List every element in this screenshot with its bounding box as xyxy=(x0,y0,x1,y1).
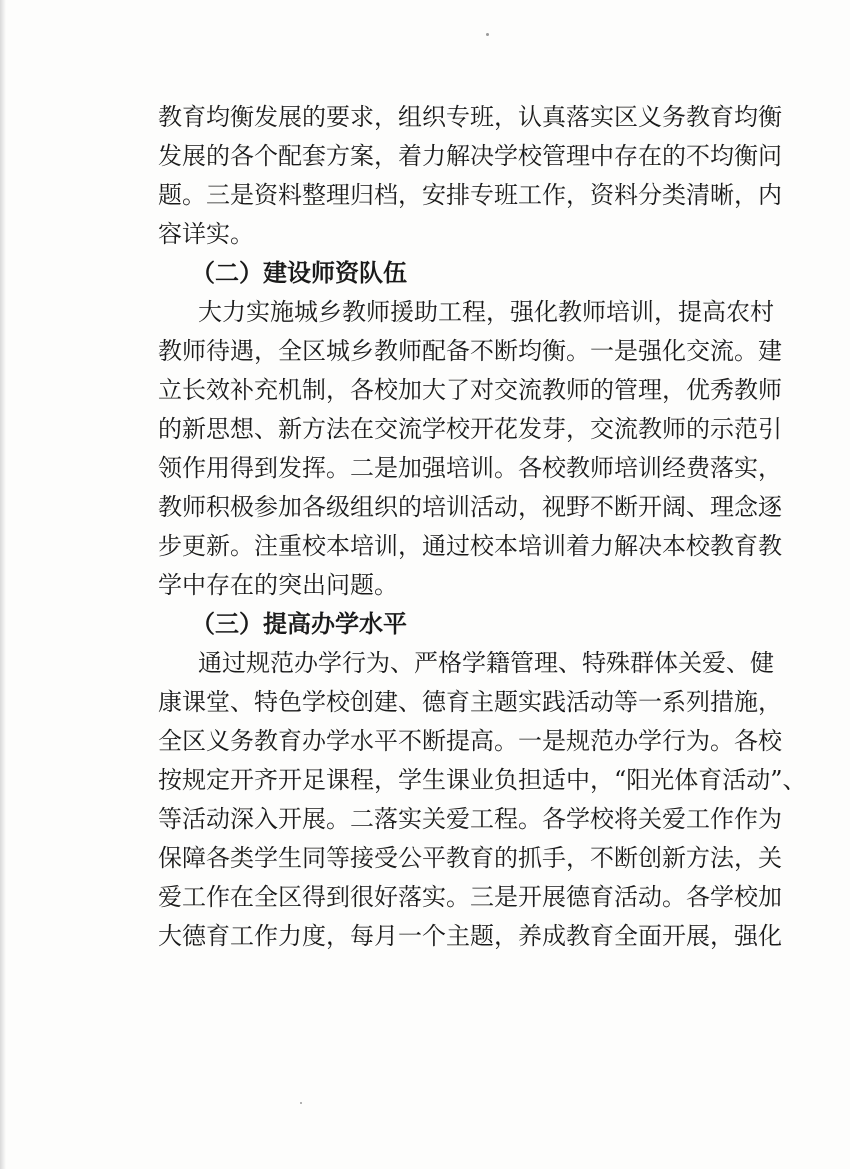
text-line: 教育均衡发展的要求，组织专班，认真落实区义务教育均衡 xyxy=(158,103,782,131)
text-line: 题。三是资料整理归档，安排专班工作，资料分类清晰，内 xyxy=(158,181,782,209)
text-line: 保障各类学生同等接受公平教育的抓手，不断创新方法，关 xyxy=(158,844,782,872)
text-line: 容详实。 xyxy=(158,220,254,248)
scan-edge xyxy=(0,0,6,1169)
text-line: 发展的各个配套方案，着力解决学校管理中存在的不均衡问 xyxy=(158,142,782,170)
scan-speck xyxy=(300,1102,302,1104)
text-line: 立长效补充机制，各校加大了对交流教师的管理，优秀教师 xyxy=(158,376,782,404)
text-line: 爱工作在全区得到很好落实。三是开展德育活动。各学校加 xyxy=(158,883,782,911)
text-line: 等活动深入开展。二落实关爱工程。各学校将关爱工作作为 xyxy=(158,805,782,833)
paragraph xyxy=(158,98,782,254)
text-line: 领作用得到发挥。二是加强培训。各校教师培训经费落实， xyxy=(158,454,782,482)
text-line: 大德育工作力度，每月一个主题，养成教育全面开展，强化 xyxy=(158,922,782,950)
text-line: 按规定开齐开足课程，学生课业负担适中，“阳光体育活动”、 xyxy=(158,766,807,794)
text-line: 学中存在的突出问题。 xyxy=(158,571,398,599)
text-line: 全区义务教育办学水平不断提高。一是规范办学行为。各校 xyxy=(158,727,782,755)
scan-speck xyxy=(486,33,489,36)
paragraph xyxy=(158,293,782,605)
document-body xyxy=(158,98,807,956)
text-line: 大力实施城乡教师援助工程，强化教师培训，提高农村 xyxy=(198,298,774,326)
text-line: 教师待遇，全区城乡教师配备不断均衡。一是强化交流。建 xyxy=(158,337,782,365)
text-line: 步更新。注重校本培训，通过校本培训着力解决本校教育教 xyxy=(158,532,782,560)
section-heading xyxy=(158,254,718,293)
text-line: 通过规范办学行为、严格学籍管理、特殊群体关爱、健 xyxy=(198,649,774,677)
heading-text: （二）建设师资队伍 xyxy=(191,259,407,287)
text-line: 的新思想、新方法在交流学校开花发芽，交流教师的示范引 xyxy=(158,415,782,443)
heading-text: （三）提高办学水平 xyxy=(191,610,407,638)
text-line: 康课堂、特色学校创建、德育主题实践活动等一系列措施， xyxy=(158,688,782,716)
section-heading xyxy=(158,605,718,644)
paragraph xyxy=(158,644,807,956)
text-line: 教师积极参加各级组织的培训活动，视野不断开阔、理念逐 xyxy=(158,493,782,521)
